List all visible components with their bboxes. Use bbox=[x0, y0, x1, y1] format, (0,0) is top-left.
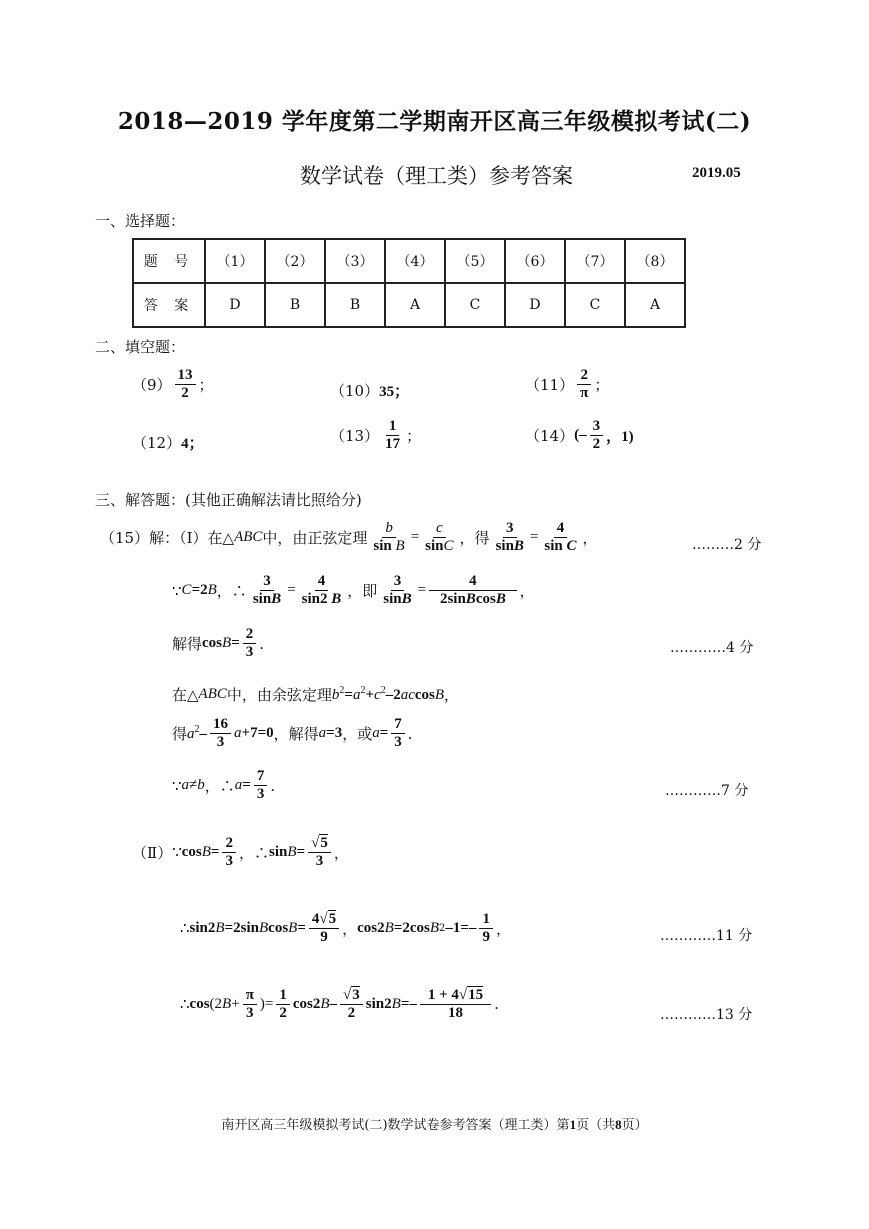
question-number: （2） bbox=[265, 239, 325, 283]
answer-cell: B bbox=[265, 283, 325, 327]
question-number: （1） bbox=[205, 239, 265, 283]
section-choice-label: 一、选择题： bbox=[95, 212, 186, 230]
answer-cell: C bbox=[445, 283, 505, 327]
solution-line-4: 在△ ABC 中，由余弦定理 $b^2=a^2+c^2-2accosB$ ， bbox=[172, 685, 460, 704]
fill-answer-9: （9） $\frac{13}{2}$ ； bbox=[132, 367, 214, 402]
solution-line-5: 得 $a^2-$ $\frac{16}{3}$ a+7=0 ，解得 a=3 ，或 a= $\frac{7}{3}$ . bbox=[172, 716, 413, 751]
section-solution-label: 三、解答题：(其他正确解法请比照给分) bbox=[95, 491, 362, 509]
page-title: 2018—2019 学年度第二学期南开区高三年级模拟考试(二) bbox=[117, 108, 752, 135]
exam-date: 2019.05 bbox=[692, 165, 741, 181]
page-subtitle: 数学试卷（理工类）参考答案 bbox=[300, 164, 573, 188]
solution-line-2: ∵ C =2 B ，∴ $\frac{3}{\sin B}$ = $\frac{4}{\sin 2 B}$ ，即 $\frac{3}{\sin B}$ = $\frac{4}{\text{2sinBcosB}}$ ， bbox=[172, 573, 535, 608]
choice-answer-table bbox=[132, 238, 686, 328]
fill-answer-13: （13） $\frac{1}{17}$ ； bbox=[330, 418, 422, 453]
score-4: …………4 分 bbox=[670, 640, 754, 656]
fill-answer-11: （11） $\frac{2}{\pi}$ ； bbox=[525, 367, 610, 402]
answer-cell: A bbox=[385, 283, 445, 327]
solution-part2-line-1: （Ⅱ） ∵ cos B = $\frac{2}{3}$ ，∴ sin B = $\frac{√5}{3}$ ， bbox=[132, 834, 349, 870]
question-number: （8） bbox=[625, 239, 685, 283]
question-number: （5） bbox=[445, 239, 505, 283]
score-7: …………7 分 bbox=[665, 783, 749, 799]
answer-cell: C bbox=[565, 283, 625, 327]
table-row bbox=[133, 283, 685, 327]
fill-answer-10: （10） 35； bbox=[330, 382, 410, 400]
score-13: …………13 分 bbox=[660, 1007, 753, 1023]
fill-answer-12: （12） 4； bbox=[132, 434, 204, 452]
row-header-answer: 答 案 bbox=[133, 283, 205, 327]
answer-cell: B bbox=[325, 283, 385, 327]
score-11: …………11 分 bbox=[660, 928, 753, 944]
page-footer: 南开区高三年级模拟考试(二)数学试卷参考答案（理工类）第1页（共8页） bbox=[221, 1117, 648, 1133]
answer-cell: D bbox=[205, 283, 265, 327]
row-header-number: 题 号 bbox=[133, 239, 205, 283]
solution-line-3: 解得 cos B = $\frac{2}{3}$ . bbox=[172, 626, 265, 661]
fill-answer-14: （14） (– $\frac{3}{2}$ ，1) bbox=[525, 418, 634, 453]
section-fill-label: 二、填空题： bbox=[95, 338, 186, 356]
table-row bbox=[133, 239, 685, 283]
question-number: （3） bbox=[325, 239, 385, 283]
solution-part2-line-2: ∴ sin2 B =2sin B cos B = $\frac{4√5}{9}$ ， cos2 B =2cos B 2 –1=– $\frac{1}{9}$ ， bbox=[180, 910, 511, 946]
answer-cell: D bbox=[505, 283, 565, 327]
solution-line-6: ∵ a≠b ，∴ a= $\frac{7}{3}$ . bbox=[172, 768, 276, 803]
answer-cell: A bbox=[625, 283, 685, 327]
question-number: （6） bbox=[505, 239, 565, 283]
solution-line-1: （15）解：（Ⅰ）在△ ABC 中，由正弦定理 $\frac{b}{\text{sin B}}$ = $\frac{c}{\sin C}$ ，得 $\frac{3}{\sin B}$ = $\frac{4}{\text{sin C}}$ ， bbox=[100, 520, 598, 555]
question-number: （7） bbox=[565, 239, 625, 283]
solution-part2-line-3: ∴ cos (2 B + $\frac{\pi}{3}$ )= $\frac{1}{2}$ cos2 B – $\frac{√3}{2}$ sin2 B =– $\frac{1 + 4√15}{18}$ . bbox=[180, 986, 499, 1022]
question-number: （4） bbox=[385, 239, 445, 283]
score-2: ………2 分 bbox=[692, 537, 762, 553]
